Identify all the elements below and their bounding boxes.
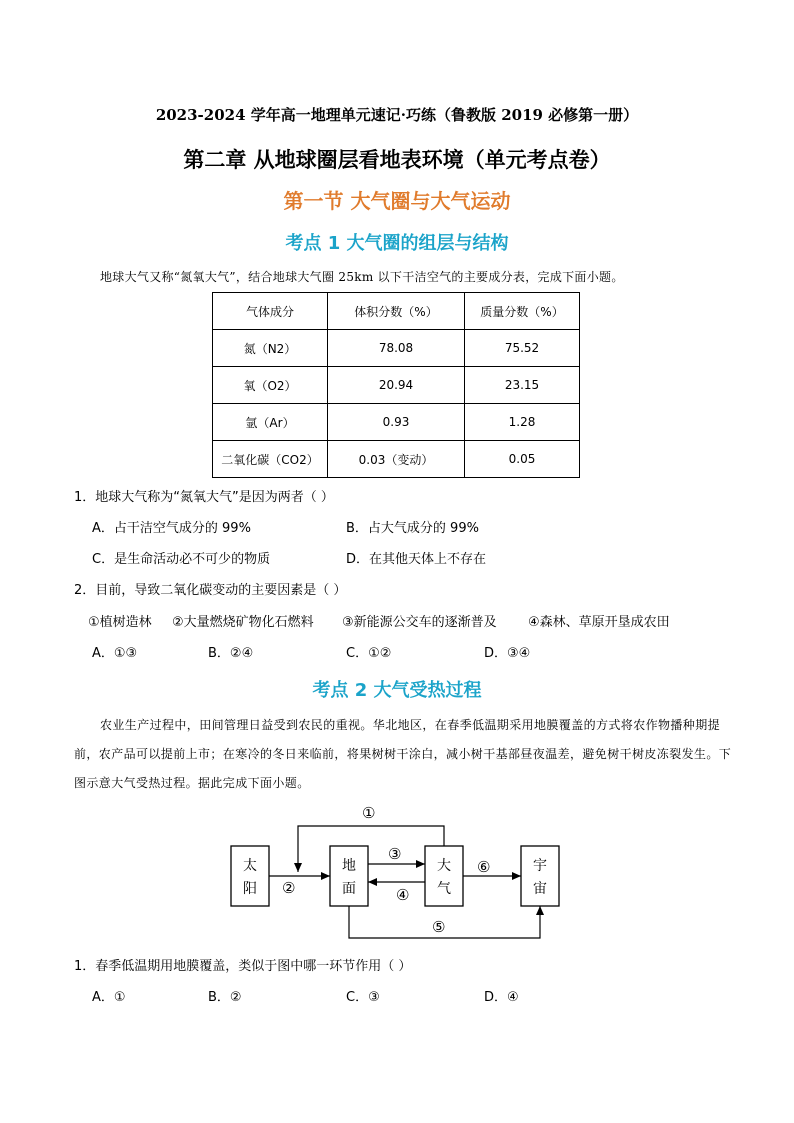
kp2-q1-option-a[interactable]: A．① [92, 990, 126, 1005]
kp2-q1-option-c[interactable]: C．③ [346, 990, 380, 1005]
table-cell: 氧（O2） [213, 367, 328, 404]
table-header-cell: 质量分数（%） [465, 293, 580, 330]
kp1-q1-option-b[interactable]: B．占大气成分的 99% [346, 521, 479, 536]
kp1-q2-option-a[interactable]: A．①③ [92, 646, 138, 661]
label-3: ③ [388, 845, 402, 863]
kp1-q2-factor-1: ①植树造林 [88, 615, 152, 630]
arrow-1 [298, 826, 444, 872]
series-title: 2023-2024 学年高一地理单元速记·巧练（鲁教版 2019 必修第一册） [155, 106, 639, 124]
table-cell: 0.05 [465, 441, 580, 478]
atmosphere-label-1: 大 [437, 858, 451, 874]
label-1: ① [362, 804, 376, 822]
kp1-q1-option-a[interactable]: A．占干洁空气成分的 99% [92, 521, 251, 536]
label-2: ② [282, 879, 296, 897]
space-label-2: 宙 [533, 881, 547, 897]
ground-label-2: 面 [342, 881, 356, 897]
label-4: ④ [396, 886, 410, 904]
kp2-paragraph: 农业生产过程中，田间管理日益受到农民的重视。华北地区，在春季低温期采用地膜覆盖的方式将农作物播种期提前，农产品可以提前上市；在寒冷的冬日来临前，将果树树干涂白，减小树干基部昼夜温差，避免树干树皮冻裂发生。下图示意大气受热过程。据此完成下面小题。 [74, 718, 732, 790]
table-cell: 0.93 [328, 404, 465, 441]
kp1-q2-factor-2: ②大量燃烧矿物化石燃料 [172, 615, 314, 630]
kp1-q2-option-b[interactable]: B．②④ [208, 646, 254, 661]
sun-box [231, 846, 269, 906]
atmosphere-box [425, 846, 463, 906]
kp1-q2-factor-3: ③新能源公交车的逐渐普及 [342, 615, 497, 630]
table-cell: 0.03（变动） [328, 441, 465, 478]
space-label-1: 宇 [533, 858, 547, 874]
table-cell: 75.52 [465, 330, 580, 367]
space-box [521, 846, 559, 906]
kp1-q1-option-c[interactable]: C．是生命活动必不可少的物质 [92, 552, 271, 567]
kp1-q1-stem: 1．地球大气称为“氮氧大气”是因为两者（ ） [74, 490, 334, 505]
ground-box [330, 846, 368, 906]
table-cell: 二氧化碳（CO2） [213, 441, 328, 478]
table-cell: 20.94 [328, 367, 465, 404]
kp1-q2-stem: 2．目前，导致二氧化碳变动的主要因素是（ ） [74, 583, 347, 598]
table-header-cell: 体积分数（%） [328, 293, 465, 330]
section-title: 第一节 大气圈与大气运动 [283, 189, 511, 213]
table-cell: 氮（N2） [213, 330, 328, 367]
kp1-q1-option-d[interactable]: D．在其他天体上不存在 [346, 552, 487, 567]
table-cell: 氩（Ar） [213, 404, 328, 441]
kp2-q1-option-b[interactable]: B．② [208, 990, 242, 1005]
kp1-q2-option-c[interactable]: C．①② [346, 646, 392, 661]
kp1-intro: 地球大气又称“氮氧大气”，结合地球大气圈 25km 以下干洁空气的主要成分表，完成下面小题。 [100, 270, 624, 284]
label-5: ⑤ [432, 918, 446, 936]
kp1-title: 考点 1 大气圈的组层与结构 [285, 233, 509, 254]
kp2-q1-stem: 1．春季低温期用地膜覆盖，类似于图中哪一环节作用（ ） [74, 959, 412, 974]
table-cell: 1.28 [465, 404, 580, 441]
chapter-title: 第二章 从地球圈层看地表环境（单元考点卷） [183, 148, 611, 172]
atmosphere-label-2: 气 [437, 881, 451, 897]
ground-label-1: 地 [342, 858, 356, 874]
sun-label-2: 阳 [243, 881, 257, 897]
table-cell: 78.08 [328, 330, 465, 367]
sun-label-1: 太 [243, 858, 257, 874]
table-header-cell: 气体成分 [213, 293, 328, 330]
kp2-q1-option-d[interactable]: D．④ [484, 990, 519, 1005]
table-cell: 23.15 [465, 367, 580, 404]
kp2-title: 考点 2 大气受热过程 [312, 680, 482, 701]
kp1-q2-option-d[interactable]: D．③④ [484, 646, 531, 661]
kp1-q2-factor-4: ④森林、草原开垦成农田 [528, 615, 670, 630]
label-6: ⑥ [477, 858, 491, 876]
